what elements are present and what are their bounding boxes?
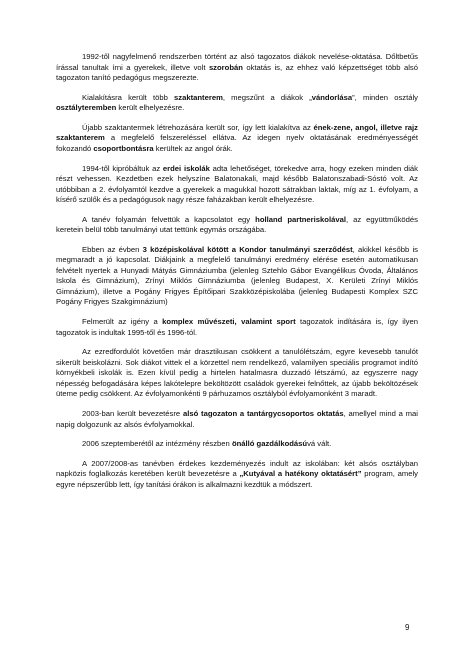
bold-text: szaktanterem — [174, 92, 223, 102]
text-run: oktatás is, az ehhez való képzettséget több alsó tagozaton tanító pedagógus megszerezte. — [56, 62, 419, 82]
bold-text: holland partneriskolával — [255, 214, 346, 224]
bold-text: 3 középiskolával kötött a Kondor tanulmányi szerződést — [142, 244, 353, 254]
bold-text: szorobán — [208, 62, 243, 72]
bold-text: „Kutyával a hatékony oktatásért” — [239, 469, 362, 479]
text-run: adta lehetőséget, törekedve arra, hogy ezeken minden diák részt vehessen. Kezdetben ezek helyszíne Balatonakali, majd később Balatonszabadi-Sóstó volt. Az utóbbiban a 2. évfolyamtól kezdve a gyerekek a magukkal hozott sátrakban laktak, míg az 1. évfolyam, a kísérő szülők és a pedagógusok nagy része faházakban került elhelyezésre. — [56, 163, 418, 205]
text-run: került elhelyezésre. — [116, 103, 185, 113]
paragraph — [56, 409, 418, 430]
paragraph — [56, 52, 418, 84]
paragraph — [56, 439, 418, 450]
text-run: Felmerült az igény a — [82, 317, 163, 327]
text-run: , az együttműködés keretein belül több tanulmányi utat tettünk egymás országába. — [56, 214, 418, 235]
text-run: Az ezredfordulót követően már drasztikusan csökkent a tanulólétszám, egyre kevesebb tanulót sikerült beiskolázni. Sok diákot vittek el a körzettel nem rendelkező, valamilyen speciális programot indító környékbeli iskolák is. Ezen kívül pedig a hirtelen hatalmasra duzzadó létszámú, az egyszerre nagy népesség befogadására képes lakótelepre beköltözött családok gyerekei felnőttek, az újabb beköltözések üteme pedig csökkent. Az évfolyamonkénti 9 párhuzamos osztályból évfolyamonként 3 maradt. — [56, 347, 418, 399]
bold-text: csoportbontásra — [93, 143, 154, 153]
bold-text: ének-zene, angol, illetve rajz szaktanterem — [56, 122, 418, 143]
text-run: , amellyel mind a mai napig dolgozunk az alsós évfolyamokkal. — [56, 409, 418, 429]
text-run: ”, minden osztály — [352, 92, 418, 102]
paragraph — [56, 93, 418, 114]
paragraph — [56, 215, 418, 236]
text-run: Újabb szaktantermek létrehozására került sor, így lett kialakítva az — [82, 122, 314, 132]
bold-text: vándorlása — [311, 92, 353, 102]
text-run: tagozatok indítására is, így ilyen tagozatok is indultak 1995-től és 1996-tól. — [56, 317, 419, 337]
text-run: 1994-től kipróbáltuk az — [82, 163, 163, 173]
text-run: , akikkel később is megmaradt a jó kapcsolat. Diákjaink a megfelelő tanulmányi eredmény elérése esetén automatikusan felvételt nyertek a Hunyadi Mátyás Gimnáziumba (jelenleg Sztehlo Gábor Evangélikus Óvoda, Általános Iskola és Gimnázium), Zrínyi Miklós Gimnáziumba (jelenleg Budapest, X. Kerületi Zrínyi Miklós Gimnázium), illetve a Pogány Frigyes Építőipari Szakközépiskolába (jelenleg Budapesti Komplex SZC Pogány Frigyes Szakgimnázium) — [56, 244, 418, 307]
bold-text: erdei iskolák — [162, 163, 210, 173]
text-run: Kialakításra került több — [82, 92, 175, 102]
page-number: 9 — [405, 623, 410, 632]
text-run: , megszűnt a diákok „ — [222, 92, 312, 102]
bold-text: önálló gazdálkodású — [231, 439, 308, 449]
text-run: A tanév folyamán felvettük a kapcsolatot egy — [82, 214, 256, 224]
page-body — [56, 52, 418, 500]
bold-text: komplex művészeti, valamint sport — [162, 317, 296, 327]
paragraph — [56, 123, 418, 155]
text-run: A 2007/2008-as tanévben érdekes kezdeményezés indult az iskolában: két alsós osztályban napközis foglalkozás keretében került bevezetésre a — [56, 458, 418, 479]
text-run: 2006 szeptemberétől az intézmény részben — [82, 439, 232, 449]
bold-text: osztályteremben — [56, 103, 117, 113]
bold-text: alsó tagozaton a tantárgycsoportos oktatás — [182, 409, 344, 418]
text-run: Ebben az évben — [82, 244, 143, 254]
paragraph — [56, 245, 418, 308]
text-run: a megfelelő felszereléssel ellátva. Az idegen nyelv oktatásának eredményességét fokozandó — [56, 133, 418, 153]
text-run: vá vált. — [307, 439, 332, 449]
text-run: 1992-től nagyfelmenő rendszerben történt az alsó tagozatos diákok nevelése-oktatása. Dőltbetűs írással tanultak írni a gyerekek, illetve volt — [56, 52, 418, 72]
paragraph — [56, 459, 418, 491]
text-run: kerültek az angol órák. — [153, 143, 233, 153]
paragraph — [56, 164, 418, 206]
text-run: program, amely egyre népszerűbb lett, így tanítási órákon is alkalmazni kezdtük a módszert. — [56, 469, 418, 489]
paragraph — [56, 317, 418, 338]
text-run: 2003-ban került bevezetésre — [82, 409, 183, 418]
paragraph — [56, 347, 418, 400]
